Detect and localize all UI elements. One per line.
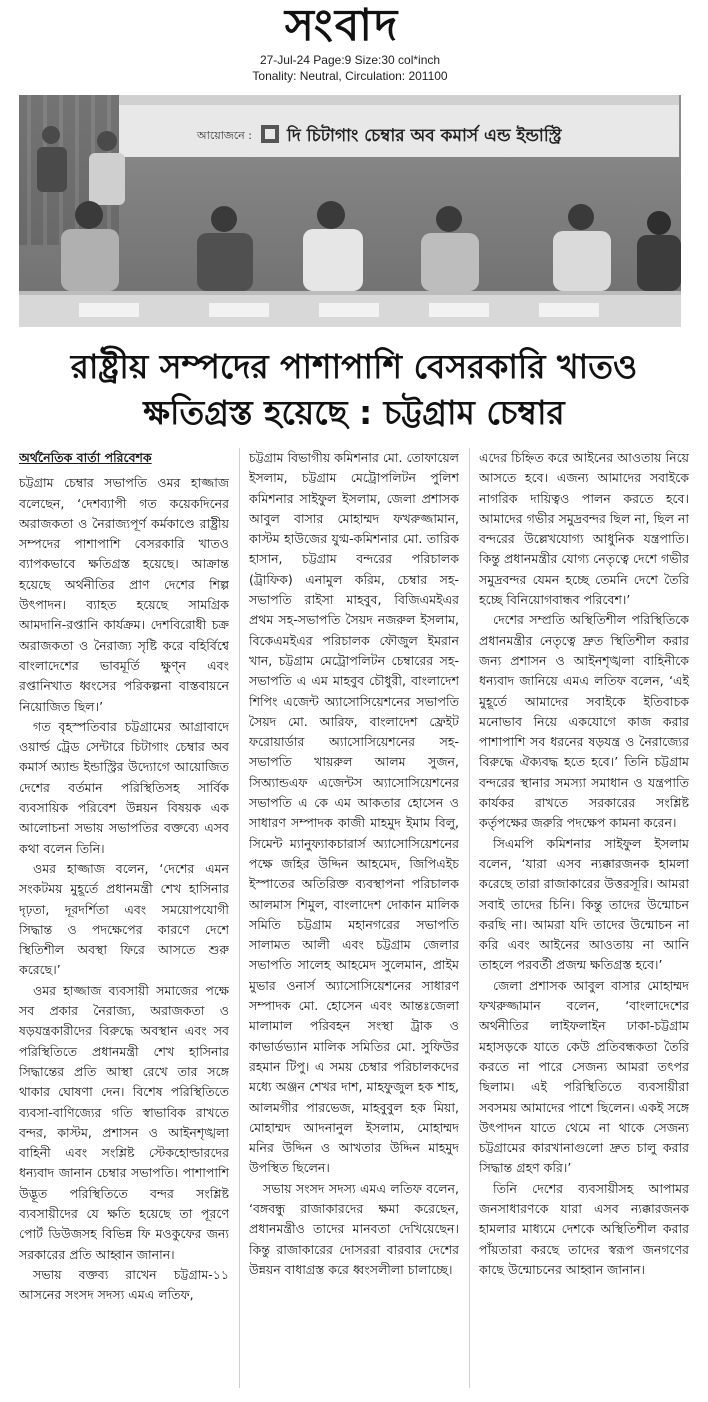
article-column-3 [479,448,689,1393]
article-column-1 [19,448,229,1393]
chamber-logo-icon [261,125,279,143]
headline-line2: ক্ষতিগ্রস্ত হয়েছে : চট্টগ্রাম চেম্বার [143,393,565,432]
paragraph: চট্টগ্রাম বিভাগীয় কমিশনার মো. তোফায়েল ইসলাম, চট্টগ্রাম মেট্রোপলিটন পুলিশ কমিশনার সাইফুল ইসলাম, জেলা প্রশাসক আবুল বাসার মোহাম্মদ ফখরুজ্জামান, কাস্টম হাউজের যুগ্ম-কমিশনার মো. তারিক হাসান, চট্টগ্রাম বন্দরের পরিচালক (ট্রাফিক) এনামুল করিম, চেম্বার সহ-সভাপতি রাইসা মাহবুব, বিজিএমইএর প্রথম সহ-সভাপতি সৈয়দ নজরুল ইসলাম, বিকেএমইএর পরিচালক ফৌজুল ইমরান খান, চট্টগ্রাম মেট্রোপলিটন চেম্বারের সহ-সভাপতি এ এম মাহবুব চৌধুরী, বাংলাদেশ শিপিং এজেন্ট অ্যাসোসিয়েশনের সভাপতি সৈয়দ মো. আরিফ, বাংলাদেশ ফ্রেইট ফরোয়ার্ডার অ্যাসোসিয়েশনের সহ-সভাপতি খায়রুল আলম সুজন, সিঅ্যান্ডএফ এজেন্টস অ্যাসোসিয়েশনের সভাপতি এ কে এম আকতার হোসেন ও সাধারণ সম্পাদক কাজী মাহমুদ ইমাম বিলু, সিমেন্ট ম্যানুফ্যাকচারার্স অ্যাসোসিয়েশনের পক্ষে জহির উদ্দিন আহমেদ, জিপিএইচ ইস্পাতের অতিরিক্ত ব্যবস্থাপনা পরিচালক আলমাস শিমুল, বাংলাদেশ দোকান মালিক সমিতি চট্টগ্রাম মহানগরের সভাপতি সালামত আলী এবং চট্টগ্রাম জেলার সভাপতি সালেহ আহমেদ সুলেমান, প্রাইম মুভার ওনার্স অ্যাসোসিয়েশনের সাধারণ সম্পাদক মো. হোসেন এবং আন্তঃজেলা মালামাল পরিবহন সংস্থা ট্রাক ও কাভার্ডভ্যান মালিক সমিতির মো. সুফিউর রহমান টিপু। এ সময় চেম্বার পরিচালকদের মধ্যে অঞ্জন শেখর দাশ, মাহফুজুল হক শাহ, আলমগীর পারভেজ, মাহবুবুল হক মিয়া, মোহাম্মদ আদনানুল ইসলাম, মোহাম্মদ মনির উদ্দিন ও আখতার উদ্দিন মাহমুদ উপস্থিত ছিলেন। [249,450,459,1176]
newspaper-masthead: সংবাদ [284,0,400,51]
paragraph: ওমর হাজ্জাজ ব্যবসায়ী সমাজের পক্ষে সব প্রকার নৈরাজ্য, অরাজকতা ও ষড়যন্ত্রকারীদের বিরুদ্ধে অবস্থান এবং সব পরিস্থিতিতে প্রধানমন্ত্রী শেখ হাসিনার সিদ্ধান্তের প্রতি আস্থা রেখে তার সঙ্গে থাকার ঘোষণা দেন। বিশেষ পরিস্থিতিতে ব্যবসা-বাণিজ্যের গতি স্বাভাবিক রাখতে বন্দর, কাস্টম, প্রশাসন ও আইনশৃঙ্খলা বাহিনী এবং সংশ্লিষ্ট স্টেকহোল্ডারদের ধন্যবাদ জানান চেম্বার সভাপতি। পাশাপাশি উদ্ভূত পরিস্থিতিতে বন্দর সংশ্লিষ্ট ব্যবসায়ীদের যে ক্ষতি হয়েছে তা পূরণে পোর্ট ডিউজসহ বিভিন্ন ফি মওকুফের জন্য সরকারের প্রতি আহ্বান জানান। [19,982,229,1262]
paragraph: সভায় সংসদ সদস্য এমএ লতিফ বলেন, ‘বঙ্গবন্ধু রাজাকারদের ক্ষমা করেছেন, প্রধানমন্ত্রীও তাদের মানবতা দেখিয়েছেন। কিন্তু রাজাকারের দোসররা বারবার দেশের উন্নয়ন বাধাগ্রস্ত করে ধ্বংসলীলা চালাচ্ছে। [249,1180,459,1277]
event-photo [19,95,681,327]
banner-prefix: আয়োজনে : [197,129,252,142]
paragraph: জেলা প্রশাসক আবুল বাসার মোহাম্মদ ফখরুজ্জামান বলেন, ‘বাংলাদেশের অর্থনীতির লাইফলাইন ঢাকা-চট্টগ্রাম মহাসড়কে যাতে কেউ প্রতিবন্ধকতা তৈরি করতে না পারে সেজন্য আমরা তৎপর ছিলাম। এই পরিস্থিতিতে ব্যবসায়ীরা সবসময় আমাদের পাশে ছিলেন। একই সঙ্গে উৎপাদন যাতে থেমে না থাকে সেজন্য চট্টগ্রামের কারখানাগুলো দ্রুত চালু করার সিদ্ধান্ত গ্রহণ করি।’ [479,977,689,1176]
paragraph: এদের চিহ্নিত করে আইনের আওতায় নিয়ে আসতে হবে। এজন্য আমাদের সবাইকে নাগরিক দায়িত্বও পালন করতে হবে। আমাদের গভীর সমুদ্রবন্দর ছিল না, ছিল না বন্দরের উল্লেখযোগ্য আধুনিক যন্ত্রপাতি। কিন্তু প্রধানমন্ত্রীর যোগ্য নেতৃত্বে দেশে গভীর সমুদ্রবন্দর যেমন হচ্ছে তেমনি দেশে তৈরি হচ্ছে বিনিয়োগবান্ধব পরিবেশ।’ [479,450,689,608]
column-divider [469,448,470,1388]
column-divider [239,448,240,1388]
clip-meta-line1: 27-Jul-24 Page:9 Size:30 col*inch [259,53,441,67]
headline-line1: রাষ্ট্রীয় সম্পদের পাশাপাশি বেসরকারি খাতও [70,347,638,386]
paragraph: তিনি দেশের ব্যবসায়ীসহ আপামর জনসাধারণকে যারা এসব ন্যক্কারজনক হামলার মাধ্যমে দেশকে অস্থিতিশীল করার পাঁয়তারা করছে তাদের স্বরূপ জনগণের কাছে উন্মোচনের আহ্বান জানান। [479,1180,689,1277]
article-column-2 [249,448,459,1393]
paragraph: চট্টগ্রাম চেম্বার সভাপতি ওমর হাজ্জাজ বলেছেন, ‘দেশব্যাপী গত কয়েকদিনের অরাজকতা ও নৈরাজ্যপূর্ণ কর্মকাণ্ডে রাষ্ট্রীয় সম্পদের পাশাপাশি বেসরকারি খাতও ব্যাপকভাবে ক্ষতিগ্রস্ত হয়েছে। আক্রান্ত হয়েছে অর্থনীতির প্রাণ দেশের শিল্প উৎপাদন। ব্যাহত হয়েছে সামগ্রিক আমদানি-রপ্তানি কার্যক্রম। দেশবিরোধী চক্র অরাজকতা ও নৈরাজ্য সৃষ্টি করে বহির্বিশ্বে বাংলাদেশের ভাবমূর্তি ক্ষুণ্ন এবং রপ্তানিখাত ধ্বংসের পরিকল্পনা বাস্তবায়নে নিয়োজিত ছিল।’ [19,475,229,714]
paragraph: সিএমপি কমিশনার সাইফুল ইসলাম বলেন, ‘যারা এসব ন্যক্কারজনক হামলা করেছে তারা রাজাকারের উত্তরসূরি। আমরা সবাই তাদের চিনি। কিন্তু তাদের উন্মোচন করছি না। আমরা যদি তাদের উন্মোচন না করি এবং আইনের আওতায় না আনি তাহলে পরবর্তী প্রজন্ম ক্ষতিগ্রস্ত হবে।’ [479,835,689,973]
banner-text: দি চিটাগাং চেম্বার অব কমার্স এন্ড ইন্ডাস্ট্রি [287,126,562,146]
paragraph: ওমর হাজ্জাজ বলেন, ‘দেশের এমন সংকটময় মুহূর্তে প্রধানমন্ত্রী শেখ হাসিনার দৃঢ়তা, দূরদর্শিতা এবং সময়োপযোগী সিদ্ধান্ত ও পদক্ষেপের কারণে দেশে স্থিতিশীল অবস্থা ফিরে আসতে শুরু করেছে।’ [19,860,229,978]
paragraph: দেশের সম্প্রতি অস্থিতিশীল পরিস্থিতিকে প্রধানমন্ত্রীর নেতৃত্বে দ্রুত স্থিতিশীল করার জন্য প্রশাসন ও আইনশৃঙ্খলা বাহিনীকে ধন্যবাদ জানিয়ে এমএ লতিফ বলেন, ‘এই মুহূর্তে আমাদের সবাইকে ইতিবাচক মনোভাব নিয়ে একযোগে কাজ করার পাশাপাশি সব ধরনের ষড়যন্ত্র ও নৈরাজ্যের বিরুদ্ধে ঐক্যবদ্ধ হতে হবে।’ তিনি চট্টগ্রাম বন্দরের স্থানার সমস্যা সমাধান ও যন্ত্রপাতি কার্যকর রাখতে সরকারের সংশ্লিষ্ট কর্তৃপক্ষের জরুরি পদক্ষেপ কামনা করেন। [479,612,689,831]
paragraph: গত বৃহস্পতিবার চট্টগ্রামের আগ্রাবাদে ওয়ার্ল্ড ট্রেড সেন্টারে চিটাগাং চেম্বার অব কমার্স অ্যান্ড ইন্ডাস্ট্রির উদ্যোগে আয়োজিত দেশের বর্তমান পরিস্থিতিসহ সার্বিক ব্যবসায়িক পরিবেশ উন্নয়ন বিষয়ক এক আলোচনা সভায় সভাপতির বক্তব্যে এসব কথা বলেন তিনি। [19,718,229,856]
byline: অর্থনৈতিক বার্তা পরিবেশক [19,450,152,465]
paragraph: সভায় বক্তব্য রাখেন চট্টগ্রাম-১১ আসনের সংসদ সদস্য এমএ লতিফ, [19,1266,229,1303]
clip-meta-line2: Tonality: Neutral, Circulation: 201100 [252,69,448,83]
